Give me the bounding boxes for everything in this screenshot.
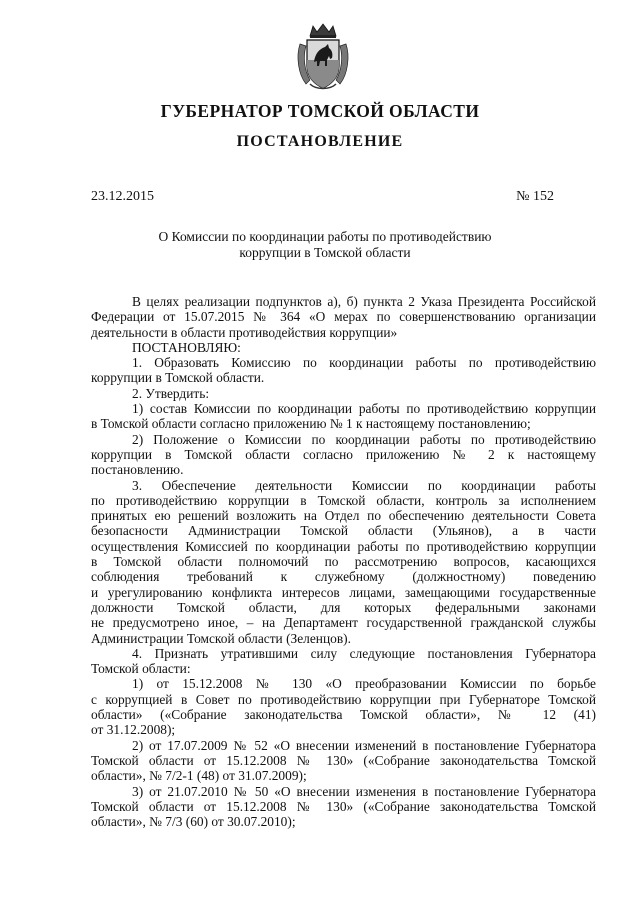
body-line: по противодействию коррупции в Томской области, контроль за исполнением — [91, 492, 596, 508]
body-line: коррупции в Томской области согласно приложению № 2 к настоящему — [91, 446, 596, 462]
body-line: области», № 7/3 (60) от 30.07.2010); — [91, 814, 296, 830]
body-line: должности Томской области, для которых федеральными законами — [91, 599, 596, 615]
body-line: в Томской области полномочий по рассмотрению вопросов, касающихся — [91, 554, 596, 570]
body-line: постановлению. — [91, 462, 184, 478]
body-line: соблюдения требований к служебному (должностному) поведению — [91, 569, 596, 585]
body-line: не предусмотрено иное, – на Департамент государственной гражданской службы — [91, 615, 596, 631]
body-line: Федерации от 15.07.2015 № 364 «О мерах по совершенствованию организации — [91, 309, 596, 325]
body-line: области» («Собрание законодательства Томской области», № 12 (41) — [91, 707, 596, 723]
body-line: осуществления Комиссией по координации работы по противодействию коррупции — [91, 538, 596, 554]
body-line: 1. Образовать Комиссию по координации работы по противодействию — [132, 355, 596, 371]
body-line: 1) от 15.12.2008 № 130 «О преобразовании Комиссии по борьбе — [132, 676, 596, 692]
body-line: 4. Признать утратившими силу следующие постановления Губернатора — [132, 645, 596, 661]
body-line: 2. Утвердить: — [132, 385, 210, 401]
body-line: принятых ею решений возложить на Отдел по обеспечению деятельности Совета — [91, 508, 596, 524]
body-line: коррупции в Томской области. — [91, 370, 265, 386]
body-line: от 31.12.2008); — [91, 722, 176, 738]
body-line: 3) от 21.07.2010 № 50 «О внесении изменения в постановление Губернатора — [132, 783, 596, 799]
document-number: № 152 — [516, 189, 554, 204]
subject-line: О Комиссии по координации работы по противодействию — [158, 229, 492, 244]
body-line: ПОСТАНОВЛЯЮ: — [132, 339, 241, 355]
body-line: 2) Положение о Комиссии по координации работы по противодействию — [132, 431, 596, 447]
body-line: деятельности в области противодействия коррупции» — [91, 324, 398, 340]
body-line: 3. Обеспечение деятельности Комиссии по координации работы — [132, 477, 596, 493]
body-line: области», № 7/2-1 (48) от 31.07.2009); — [91, 768, 307, 784]
body-line: Администрации Томской области (Зеленцов). — [91, 630, 351, 646]
body-line: 1) состав Комиссии по координации работы по противодействию коррупции — [132, 401, 596, 417]
document-subject — [120, 229, 530, 261]
body-line: в Томской области согласно приложению № 1 к настоящему постановлению; — [91, 416, 531, 432]
body-line: Томской области: — [91, 661, 191, 677]
body-line: Томской области от 15.12.2008 № 130» («Собрание законодательства Томской — [91, 752, 596, 768]
body-line: Томской области от 15.12.2008 № 130» («Собрание законодательства Томской — [91, 798, 596, 814]
body-line: и урегулированию конфликта интересов лицами, замещающими государственные — [91, 584, 596, 600]
subject-line: коррупции в Томской области — [239, 245, 411, 260]
document-header-title: ГУБЕРНАТОР ТОМСКОЙ ОБЛАСТИ — [160, 101, 480, 121]
document-date: 23.12.2015 — [91, 189, 154, 204]
coat-of-arms-icon — [296, 22, 350, 92]
body-line: 2) от 17.07.2009 № 52 «О внесении изменений в постановление Губернатора — [132, 737, 596, 753]
body-line: безопасности Администрации Томской области (Ульянов), а в части — [91, 523, 596, 539]
body-line: с коррупцией в Совет по противодействию коррупции при Губернаторе Томской — [91, 691, 596, 707]
document-body — [91, 294, 596, 829]
document-type: ПОСТАНОВЛЕНИЕ — [236, 133, 404, 150]
body-line: В целях реализации подпунктов а), б) пункта 2 Указа Президента Российской — [132, 294, 596, 309]
